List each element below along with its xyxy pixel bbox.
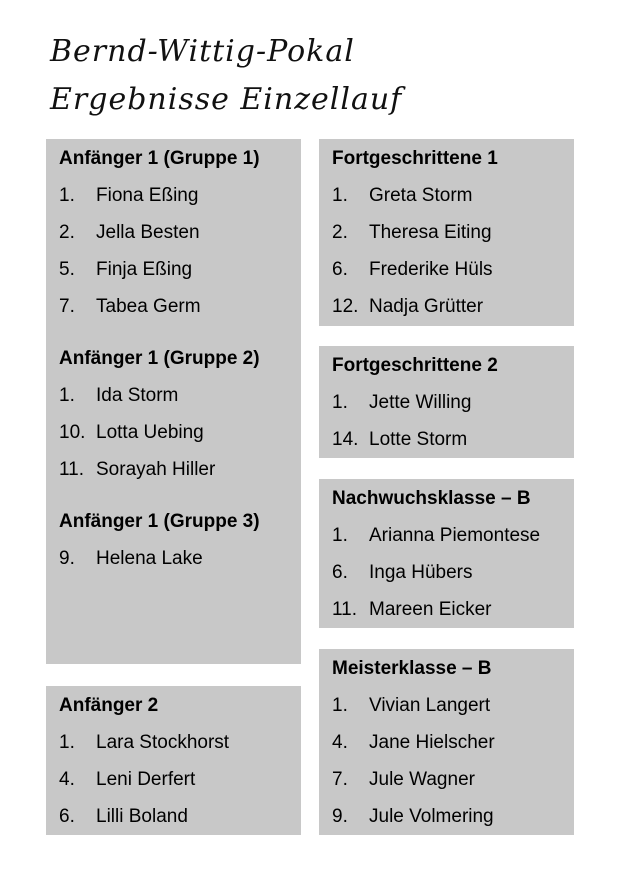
result-name: Jette Willing [369,392,472,413]
group-anfaenger1-gruppe3 [59,510,289,577]
result-rank: 7. [59,296,75,317]
result-rank: 7. [332,769,348,790]
result-rank: 4. [59,769,75,790]
result-name: Mareen Eicker [369,599,492,620]
result-name: Nadja Grütter [369,296,484,317]
result-name: Jane Hielscher [369,732,495,753]
result-entry [59,177,289,214]
result-name: Lotte Storm [369,429,468,450]
result-name: Lara Stockhorst [96,732,230,753]
result-entry [59,288,289,325]
category-title: Anfänger 1 (Gruppe 1) [59,148,260,169]
result-entry [59,724,289,761]
result-name: Greta Storm [369,185,473,206]
result-name: Theresa Eiting [369,222,492,243]
result-rank: 5. [59,259,75,280]
result-rank: 1. [59,185,75,206]
group-anfaenger1-gruppe1 [59,147,289,325]
result-name: Ida Storm [96,385,179,406]
result-rank: 11. [332,599,358,620]
box-fortgeschrittene2 [319,346,574,458]
result-rank: 14. [332,429,359,450]
result-name: Fiona Eßing [96,185,199,206]
result-rank: 1. [332,392,348,413]
result-entry [332,177,562,214]
result-rank: 6. [59,806,75,827]
category-title: Meisterklasse – B [332,658,492,679]
result-rank: 4. [332,732,348,753]
result-name: Finja Eßing [96,259,193,280]
category-title: Nachwuchsklasse – B [332,488,531,509]
result-entry [59,251,289,288]
result-entry [332,384,562,421]
result-rank: 1. [332,185,348,206]
result-name: Tabea Germ [96,296,201,317]
group-nachwuchsklasse-b [332,487,562,628]
result-name: Inga Hübers [369,562,473,583]
group-anfaenger2 [59,694,289,835]
category-title: Anfänger 1 (Gruppe 2) [59,348,260,369]
result-entry [332,214,562,251]
result-rank: 1. [59,732,75,753]
result-name: Leni Derfert [96,769,196,790]
result-rank: 12. [332,296,359,317]
result-rank: 1. [332,695,348,716]
result-rank: 6. [332,259,348,280]
category-title: Fortgeschrittene 2 [332,355,498,376]
result-entry [59,798,289,835]
result-name: Jella Besten [96,222,200,243]
group-anfaenger1-gruppe2 [59,347,289,488]
group-fortgeschrittene2 [332,354,562,458]
result-rank: 6. [332,562,348,583]
result-entry [59,761,289,798]
result-entry [59,451,289,488]
result-rank: 1. [332,525,348,546]
category-title: Anfänger 2 [59,695,159,716]
result-name: Arianna Piemontese [369,525,541,546]
result-rank: 9. [332,806,348,827]
result-name: Jule Volmering [369,806,494,827]
result-name: Frederike Hüls [369,259,493,280]
box-anfaenger1 [46,139,301,664]
result-entry [59,214,289,251]
category-title: Fortgeschrittene 1 [332,148,498,169]
result-entry [59,414,289,451]
result-entry [332,421,562,458]
result-name: Jule Wagner [369,769,475,790]
box-meisterklasse-b [319,649,574,835]
result-entry [332,761,562,798]
result-entry [332,288,562,325]
result-name: Vivian Langert [369,695,491,716]
category-title: Anfänger 1 (Gruppe 3) [59,511,260,532]
result-rank: 2. [59,222,75,243]
title-line-1: Bernd-Wittig-Pokal [50,34,355,69]
result-rank: 2. [332,222,348,243]
group-meisterklasse-b [332,657,562,835]
result-entry [332,687,562,724]
result-rank: 10. [59,422,86,443]
result-entry [332,591,562,628]
group-fortgeschrittene1 [332,147,562,325]
result-entry [332,798,562,835]
result-name: Lilli Boland [96,806,188,827]
result-entry [332,724,562,761]
result-name: Lotta Uebing [96,422,204,443]
result-entry [332,517,562,554]
result-rank: 11. [59,459,85,480]
box-anfaenger2 [46,686,301,835]
result-rank: 1. [59,385,75,406]
result-name: Sorayah Hiller [96,459,216,480]
result-entry [332,554,562,591]
result-entry [332,251,562,288]
title-line-2: Ergebnisse Einzellauf [50,82,403,117]
result-name: Helena Lake [96,548,203,569]
result-rank: 9. [59,548,75,569]
box-fortgeschrittene1 [319,139,574,326]
result-entry [59,540,289,577]
box-nachwuchsklasse-b [319,479,574,628]
result-entry [59,377,289,414]
